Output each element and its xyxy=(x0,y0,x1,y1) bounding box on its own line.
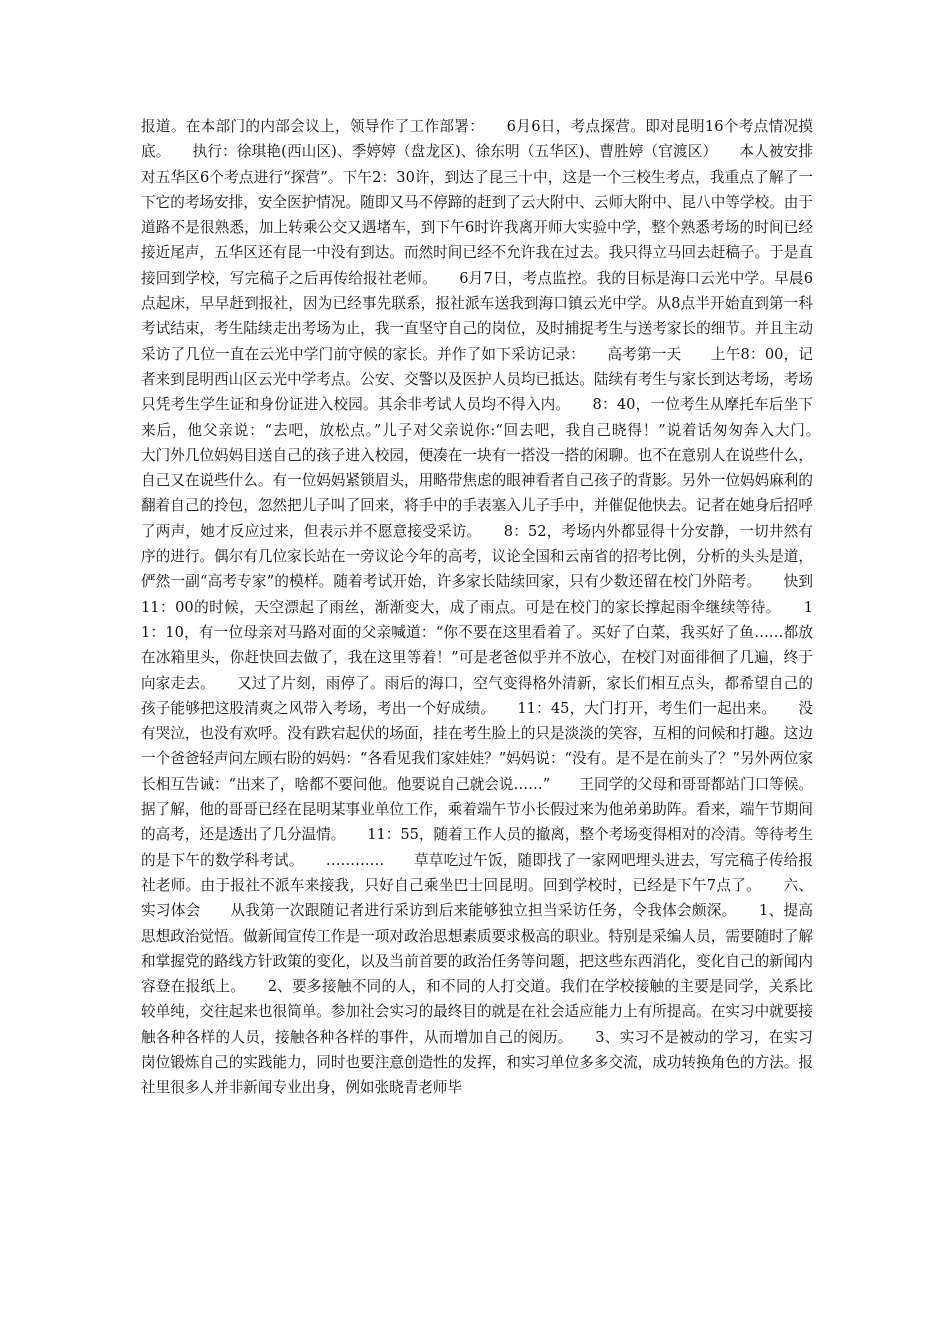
body-text: 报道。在本部门的内部会议上，领导作了工作部署： 6月6日，考点探营。即对昆明16个考点情况摸底。 执行：徐琪艳(西山区)、季婷婷（盘龙区)、徐东明（五华区)、曹胜婷（官渡区） 本人被安排对五华区6个考点进行“探营”。下午2：30许，到达了昆三十中，这是一个三校生考点，我重点了解了一下它的考场安排，安全医护情况。随即又马不停蹄的赶到了云大附中、云师大附中、昆八中等学校。由于道路不是很熟悉，加上转乘公交又遇堵车，到下午6时许我离开师大实验中学，整个熟悉考场的时间已经接近尾声，五华区还有昆一中没有到达。而然时间已经不允许我在过去。我只得立马回去赶稿子。于是直接回到学校，写完稿子之后再传给报社老师。 6月7日，考点监控。我的目标是海口云光中学。早晨6点起床，早早赶到报社，因为已经事先联系，报社派车送我到海口镇云光中学。从8点半开始直到第一科考试结束，考生陆续走出考场为止，我一直坚守自己的岗位，及时捕捉考生与送考家长的细节。并且主动采访了几位一直在云光中学门前守候的家长。并作了如下采访记录： 高考第一天 上午8：00，记者来到昆明西山区云光中学考点。公安、交警以及医护人员均已抵达。陆续有考生与家长到达考场，考场只凭考生学生证和身份证进入校园。其余非考试人员均不得入内。 8：40，一位考生从摩托车后坐下来后，他父亲说：“去吧，放松点。”儿子对父亲说你:“回去吧，我自己晓得！”说着话匆匆奔入大门。 大门外几位妈妈目送自己的孩子进入校园，便凑在一块有一搭没一搭的闲聊。也不在意别人在说些什么，自己又在说些什么。有一位妈妈紧锁眉头，用略带焦虑的眼神看者自己孩子的背影。另外一位妈妈麻利的翻着自己的拎包，忽然把儿子叫了回来，将手中的手表塞入儿子手中，并催促他快去。记者在她身后招呼了两声，她才反应过来，但表示并不愿意接受采访。 8：52，考场内外都显得十分安静，一切井然有序的进行。偶尔有几位家长站在一旁议论今年的高考，议论全国和云南省的招考比例，分析的头头是道，俨然一副“高考专家”的模样。随着考试开始，许多家长陆续回家，只有少数还留在校门外陪考。 快到11：00的时候，天空漂起了雨丝，渐渐变大，成了雨点。可是在校门的家长撑起雨伞继续等待。 11：10，有一位母亲对马路对面的父亲喊道：“你不要在这里看着了。买好了白菜，我买好了鱼……都放在冰箱里头，你赶快回去做了，我在这里等着！”可是老爸似乎并不放心，在校门对面徘徊了几遍，终于向家走去。 又过了片刻，雨停了。雨后的海口，空气变得格外清新，家长们相互点头，都希望自己的孩子能够把这股清爽之风带入考场，考出一个好成绩。 11：45，大门打开，考生们一起出来。 没有哭泣，也没有欢呼。没有跌宕起伏的场面，挂在考生脸上的只是淡淡的笑容，互相的问候和打趣。这边一个爸爸轻声问左顾右盼的妈妈：“各看见我们家娃娃？”妈妈说：“没有。是不是在前头了？”另外两位家长相互告诫：“出来了，啥都不要问他。他要说自己就会说……” 王同学的父母和哥哥都站门口等候。据了解，他的哥哥已经在昆明某事业单位工作，乘着端午节小长假过来为他弟弟助阵。看来，端午节期间的高考，还是透出了几分温情。 11：55，随着工作人员的撤离，整个考场变得相对的冷清。等待考生的是下午的数学科考试。 ………… 草草吃过午饭，随即找了一家网吧埋头进去，写完稿子传给报社老师。由于报社不派车来接我，只好自己乘坐巴士回昆明。回到学校时，已经是下午7点了。 六、实习体会 从我第一次跟随记者进行采访到后来能够独立担当采访任务，令我体会颇深。 1、提高思想政治觉悟。做新闻宣传工作是一项对政治思想素质要求极高的职业。特别是采编人员，需要随时了解和掌握党的路线方针政策的变化，以及当前首要的政治任务等问题，把这些东西消化，变化自己的新闻内容登在报纸上。 2、要多接触不同的人，和不同的人打交道。我们在学校接触的主要是同学，关系比较单纯，交往起来也很简单。参加社会实习的最终目的就是在社会适应能力上有所提高。在实习中就要接触各种各样的人员，接触各种各样的事件，从而增加自己的阅历。 3、实习不是被动的学习，在实习岗位锻炼自己的实践能力，同时也要注意创造性的发挥，和实习单位多多交流，成功转换角色的方法。报社里很多人并非新闻专业出身，例如张晓青老师毕 xyxy=(141,118,843,1097)
document-page xyxy=(141,114,843,1101)
